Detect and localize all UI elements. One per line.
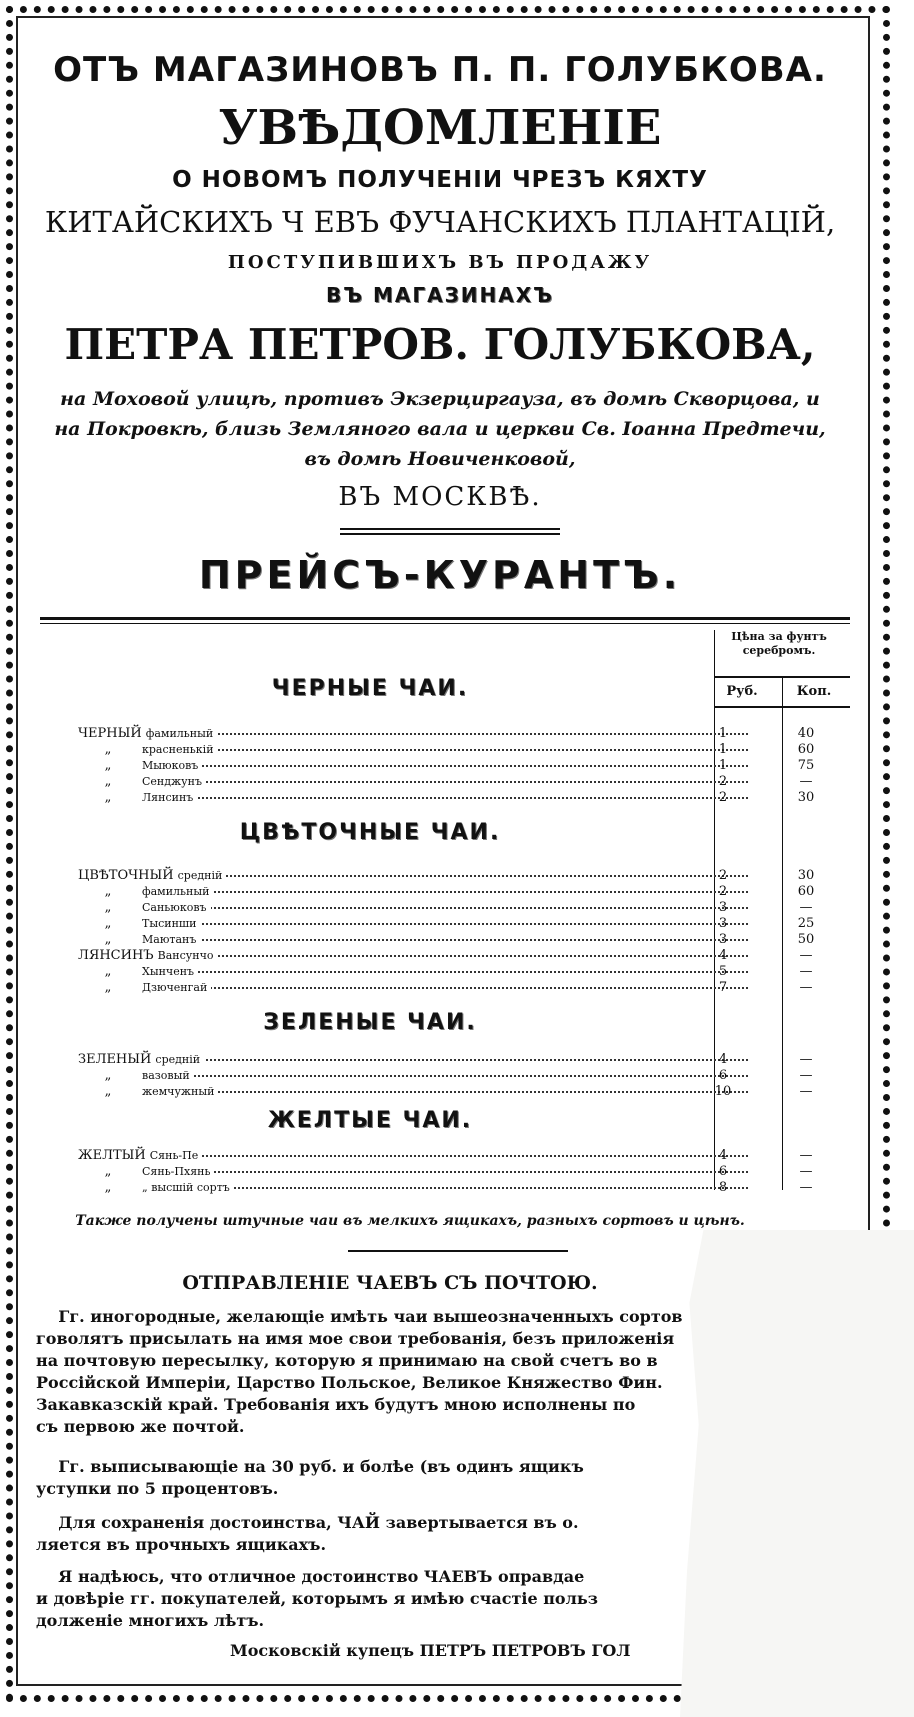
price-row bbox=[78, 1052, 868, 1068]
price-row bbox=[78, 980, 868, 996]
price-rub: 6 bbox=[718, 1164, 728, 1179]
tea-label bbox=[78, 980, 211, 996]
tea-variety: „ высшій сортъ bbox=[142, 1181, 230, 1194]
price-row bbox=[78, 1164, 868, 1180]
tea-variety: средній bbox=[155, 1053, 201, 1066]
tea-type: „ bbox=[104, 1180, 112, 1195]
pricelist-rule bbox=[40, 617, 850, 620]
tea-type: „ bbox=[104, 964, 112, 979]
price-row bbox=[78, 790, 868, 806]
tea-variety: Лянсинъ bbox=[142, 791, 194, 804]
tea-type: „ bbox=[104, 758, 112, 773]
price-kop: — bbox=[799, 1084, 813, 1099]
tea-type: ЗЕЛЕНЫЙ bbox=[78, 1052, 152, 1067]
tea-label bbox=[78, 868, 226, 884]
price-rub: 2 bbox=[718, 868, 728, 883]
price-row bbox=[78, 900, 868, 916]
tea-label bbox=[78, 774, 206, 790]
tea-type: „ bbox=[104, 1164, 112, 1179]
ornament-rule-bottom bbox=[340, 533, 560, 535]
price-row bbox=[78, 1180, 868, 1196]
shipping-paragraph-3: Для сохраненія достоинства, ЧАЙ завертывается въ о. ляется въ прочныхъ ящикахъ. bbox=[36, 1513, 579, 1554]
price-row bbox=[78, 932, 868, 948]
tea-type: ЦВѢТОЧНЫЙ bbox=[78, 868, 174, 883]
header-title-notice: УВѢДОМЛЕНІЕ bbox=[218, 100, 662, 156]
header-line-receipt: О НОВОМЪ ПОЛУЧЕНІИ ЧРЕЗЪ КЯХТУ bbox=[172, 167, 708, 193]
price-rub: 3 bbox=[718, 900, 728, 915]
tea-type: „ bbox=[104, 884, 112, 899]
shipping-paragraph-4: Я надѣюсь, что отличное достоинство ЧАЕВЪ оправдае и довѣріе гг. покупателей, которымъ я имѣю счастіе польз долженіе многихъ лѣтъ. bbox=[36, 1567, 598, 1630]
price-rub: 8 bbox=[718, 1180, 728, 1195]
price-kop: 30 bbox=[797, 868, 815, 883]
tea-type: „ bbox=[104, 932, 112, 947]
tea-label bbox=[78, 1068, 194, 1084]
price-rub: 10 bbox=[714, 1084, 732, 1099]
price-kop: — bbox=[799, 1164, 813, 1179]
price-kop: 75 bbox=[797, 758, 815, 773]
pricelist-rule-thin bbox=[40, 623, 850, 624]
price-row bbox=[78, 884, 868, 900]
price-rub: 2 bbox=[718, 790, 728, 805]
price-rub: 7 bbox=[718, 980, 728, 995]
shipping-divider bbox=[348, 1250, 568, 1252]
tea-label bbox=[78, 742, 218, 758]
signature: Московскій купецъ ПЕТРЪ ПЕТРОВЪ ГОЛ bbox=[230, 1641, 631, 1660]
price-row bbox=[78, 742, 868, 758]
merchant-name: ПЕТРА ПЕТРОВ. ГОЛУБКОВА, bbox=[64, 320, 816, 369]
tea-label bbox=[78, 1180, 234, 1196]
price-kop: — bbox=[799, 1068, 813, 1083]
price-kop: — bbox=[799, 980, 813, 995]
tea-type: „ bbox=[104, 774, 112, 789]
tea-label bbox=[78, 948, 217, 964]
tea-variety: Сенджунъ bbox=[142, 775, 202, 788]
price-kop: — bbox=[799, 1148, 813, 1163]
column-kop-header: Коп. bbox=[796, 684, 832, 699]
price-rub: 3 bbox=[718, 916, 728, 931]
price-row bbox=[78, 868, 868, 884]
header-line-stores: ВЪ МАГАЗИНАХЪ bbox=[326, 283, 554, 307]
tea-type: „ bbox=[104, 916, 112, 931]
tea-label bbox=[78, 900, 211, 916]
tea-type: „ bbox=[104, 900, 112, 915]
price-row bbox=[78, 1148, 868, 1164]
tea-type: „ bbox=[104, 790, 112, 805]
price-row bbox=[78, 1084, 868, 1100]
tea-label bbox=[78, 932, 200, 948]
tea-variety: Дзюченгай bbox=[142, 981, 208, 994]
address-line-1: на Моховой улицѣ, противъ Экзерциргауза, въ домѣ Скворцова, и bbox=[60, 388, 820, 410]
price-kop: — bbox=[799, 1180, 813, 1195]
price-kop: — bbox=[799, 948, 813, 963]
tea-label bbox=[78, 758, 202, 774]
price-rub: 5 bbox=[718, 964, 728, 979]
header-line-sale: ПОСТУПИВШИХЪ ВЪ ПРОДАЖУ bbox=[227, 252, 653, 273]
price-row bbox=[78, 726, 868, 742]
pricelist-title: ПРЕЙСЪ-КУРАНТЪ. bbox=[198, 553, 682, 597]
city-line: ВЪ МОСКВѢ. bbox=[338, 482, 542, 512]
price-rub: 6 bbox=[718, 1068, 728, 1083]
shipping-paragraph-2: Гг. выписывающіе на 30 руб. и болѣе (въ одинъ ящикъ уступки по 5 процентовъ. bbox=[36, 1457, 584, 1498]
header-line-shops: ОТЪ МАГАЗИНОВЪ П. П. ГОЛУБКОВА. bbox=[53, 50, 827, 90]
tea-variety: Мыюковъ bbox=[142, 759, 199, 772]
price-row bbox=[78, 774, 868, 790]
price-row bbox=[78, 758, 868, 774]
tea-variety: жемчужный bbox=[142, 1085, 215, 1098]
tea-variety: вазовый bbox=[142, 1069, 190, 1082]
tea-variety: средній bbox=[177, 869, 223, 882]
price-row bbox=[78, 948, 868, 964]
price-rub: 4 bbox=[718, 948, 728, 963]
tea-type: „ bbox=[104, 1068, 112, 1083]
tea-label bbox=[78, 1164, 214, 1180]
tea-label bbox=[78, 726, 217, 742]
tea-variety: Тысинши bbox=[142, 917, 197, 930]
header-line-plantations: КИТАЙСКИХЪ Ч ЕВЪ ФУЧАНСКИХЪ ПЛАНТАЦІЙ, bbox=[44, 205, 836, 239]
tea-variety: Саньюковъ bbox=[142, 901, 207, 914]
tea-variety: Вансунчо bbox=[157, 949, 214, 962]
address-line-3: въ домѣ Новиченковой, bbox=[304, 448, 576, 470]
tea-variety: фамильный bbox=[145, 727, 214, 740]
pricelist-footnote: Также получены штучные чаи въ мелкихъ ящикахъ, разныхъ сортовъ и цѣнъ. bbox=[75, 1213, 745, 1229]
price-kop: — bbox=[799, 774, 813, 789]
tea-label bbox=[78, 790, 197, 806]
shipping-title: ОТПРАВЛЕНІЕ ЧАЕВЪ СЪ ПОЧТОЮ. bbox=[182, 1272, 598, 1294]
price-rub: 3 bbox=[718, 932, 728, 947]
price-rub: 1 bbox=[718, 726, 728, 741]
price-row bbox=[78, 964, 868, 980]
price-kop: 50 bbox=[797, 932, 815, 947]
price-kop: — bbox=[799, 1052, 813, 1067]
tea-variety: Сянь-Пхянь bbox=[142, 1165, 211, 1178]
price-kop: 60 bbox=[797, 884, 815, 899]
tea-label bbox=[78, 884, 213, 900]
tea-type: ЖЕЛТЫЙ bbox=[78, 1148, 146, 1163]
tea-label bbox=[78, 964, 198, 980]
price-rub: 4 bbox=[718, 1052, 728, 1067]
price-kop: — bbox=[799, 964, 813, 979]
price-kop: 40 bbox=[797, 726, 815, 741]
section-title-yellow-tea: ЖЕЛТЫЕ ЧАИ. bbox=[267, 1108, 473, 1133]
tea-type: „ bbox=[104, 1084, 112, 1099]
tea-variety: Хынченъ bbox=[142, 965, 195, 978]
tea-label bbox=[78, 1084, 218, 1100]
tea-variety: фамильный bbox=[142, 885, 210, 898]
ornament-rule-top bbox=[340, 528, 560, 530]
tea-variety: Сянь-Пе bbox=[149, 1149, 199, 1162]
section-title-green-tea: ЗЕЛЕНЫЕ ЧАИ. bbox=[263, 1010, 477, 1035]
tea-type: „ bbox=[104, 980, 112, 995]
tea-variety: Маютанъ bbox=[142, 933, 197, 946]
tea-type: ЛЯНСИНЪ bbox=[78, 948, 154, 963]
price-kop: 60 bbox=[797, 742, 815, 757]
tea-label bbox=[78, 916, 200, 932]
section-title-black-tea: ЧЕРНЫЕ ЧАИ. bbox=[271, 676, 469, 701]
price-row bbox=[78, 1068, 868, 1084]
section-title-flower-tea: ЦВѢТОЧНЫЕ ЧАИ. bbox=[239, 820, 501, 845]
price-rub: 1 bbox=[718, 742, 728, 757]
tea-type: ЧЕРНЫЙ bbox=[78, 726, 142, 741]
address-line-2: на Покровкѣ, близь Земляного вала и церкви Св. Іоанна Предтечи, bbox=[54, 418, 826, 440]
price-rub: 2 bbox=[718, 774, 728, 789]
price-kop: — bbox=[799, 900, 813, 915]
tea-label bbox=[78, 1052, 204, 1068]
price-kop: 25 bbox=[797, 916, 815, 931]
price-row bbox=[78, 916, 868, 932]
column-rub-header: Руб. bbox=[726, 684, 758, 699]
shipping-paragraph-1: Гг. иногородные, желающіе имѣть чаи вышеозначенныхъ сортов говолятъ присылать на имя мое свои требованія, безъ приложенія на почтовую пересылку, которую я принимаю на свой счетъ во в Россійской Имперіи, Царство Польское, Великое Княжество Фин. Закавказскій край. Требованія ихъ будутъ мною исполнены по съ первою же почтой. bbox=[36, 1307, 683, 1436]
price-rub: 4 bbox=[718, 1148, 728, 1163]
price-rub: 1 bbox=[718, 758, 728, 773]
tea-variety: красненькій bbox=[142, 743, 214, 756]
price-header: Цѣна за фунтъ серебромъ. bbox=[731, 630, 827, 657]
tea-label bbox=[78, 1148, 202, 1164]
tea-type: „ bbox=[104, 742, 112, 757]
price-rub: 2 bbox=[718, 884, 728, 899]
price-kop: 30 bbox=[797, 790, 815, 805]
